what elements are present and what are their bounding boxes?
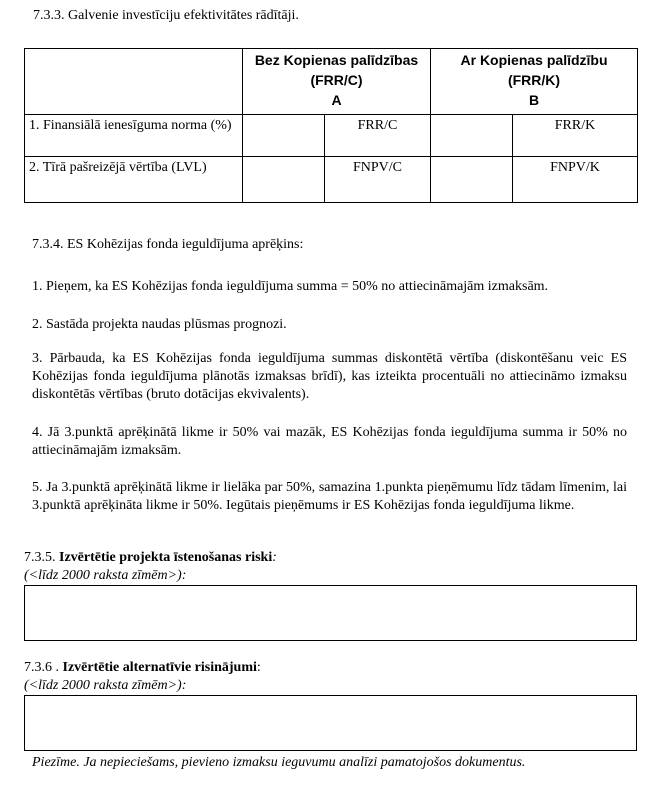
empty-cell <box>243 115 325 157</box>
step-4: 4. Jā 3.punktā aprēķinātā likme ir 50% vai mazāk, ES Kohēzijas fonda ieguldījuma summa ir 50% no attiecināmajām izmaksām. <box>32 425 627 458</box>
step-1: 1. Pieņem, ka ES Kohēzijas fonda ieguldījuma summa = 50% no attiecināmajām izmaksām. <box>32 279 549 294</box>
risks-text-area[interactable] <box>24 585 637 641</box>
row-label: 2. Tīrā pašreizējā vērtība (LVL) <box>25 157 243 203</box>
empty-cell <box>431 115 513 157</box>
section-734-heading: 7.3.4. ES Kohēzijas fonda ieguldījuma aprēķins: <box>32 237 304 252</box>
step-2: 2. Sastāda projekta naudas plūsmas prognozi. <box>32 317 287 332</box>
fnpv-k-cell: FNPV/K <box>513 157 638 203</box>
header-without-aid-sub: (FRR/C) <box>310 72 363 88</box>
section-736-title: Izvērtētie alternatīvie risinājumi <box>62 660 257 675</box>
table-header-row <box>25 49 638 115</box>
empty-cell <box>431 157 513 203</box>
header-with-aid-sub: (FRR/K) <box>507 72 561 88</box>
alternatives-text-area[interactable] <box>24 695 637 751</box>
step-3: 3. Pārbauda, ka ES Kohēzijas fonda ieguldījuma summas diskontētā vērtība (diskontēšanu veic ES Kohēzijas fonda ieguldījuma plānotās izmaksas brīdī), kas izteikta procentuāli no attiecināmo izmaksu diskontētās vērtības (bruto dotācijas ekvivalents). <box>32 351 627 402</box>
header-with-aid-letter: B <box>528 92 540 108</box>
section-733-heading: 7.3.3. Galvenie investīciju efektivitātes rādītāji. <box>33 8 299 23</box>
header-without-aid-title: Bez Kopienas palīdzības <box>254 52 419 68</box>
empty-cell <box>243 157 325 203</box>
header-without-aid-letter: A <box>331 92 342 108</box>
section-736-number: 7.3.6 . <box>24 660 59 675</box>
table-header-empty <box>25 49 243 115</box>
header-with-aid-title: Ar Kopienas palīdzību <box>460 52 608 68</box>
efficiency-indicators-table <box>24 48 638 203</box>
section-735-heading <box>24 549 277 567</box>
frr-c-cell: FRR/C <box>325 115 431 157</box>
section-735-number: 7.3.5. <box>24 550 56 565</box>
table-row <box>25 157 638 203</box>
table-row <box>25 115 638 157</box>
section-735-title: Izvērtētie projekta īstenošanas riski <box>59 550 273 565</box>
note-text: Piezīme. Ja nepieciešams, pievieno izmaksu ieguvumu analīzi pamatojošos dokumentus. <box>32 755 526 770</box>
step-5: 5. Ja 3.punktā aprēķinātā likme ir lielāka par 50%, samazina 1.punkta pieņēmumu līdz tādam līmenim, lai 3.punktā aprēķināta likme ir 50%. Iegūtais pieņēmums ir ES Kohēzijas fonda ieguldījuma likme. <box>32 480 627 513</box>
frr-k-cell: FRR/K <box>513 115 638 157</box>
section-735-colon: : <box>272 550 277 565</box>
section-735-hint: (<līdz 2000 raksta zīmēm>): <box>24 568 187 583</box>
row-label: 1. Finansiālā ienesīguma norma (%) <box>25 115 243 157</box>
header-without-aid <box>243 49 431 115</box>
section-736-colon: : <box>256 660 261 675</box>
fnpv-c-cell: FNPV/C <box>325 157 431 203</box>
section-736-hint: (<līdz 2000 raksta zīmēm>): <box>24 678 187 693</box>
header-with-aid <box>431 49 638 115</box>
section-736-heading <box>24 659 261 677</box>
